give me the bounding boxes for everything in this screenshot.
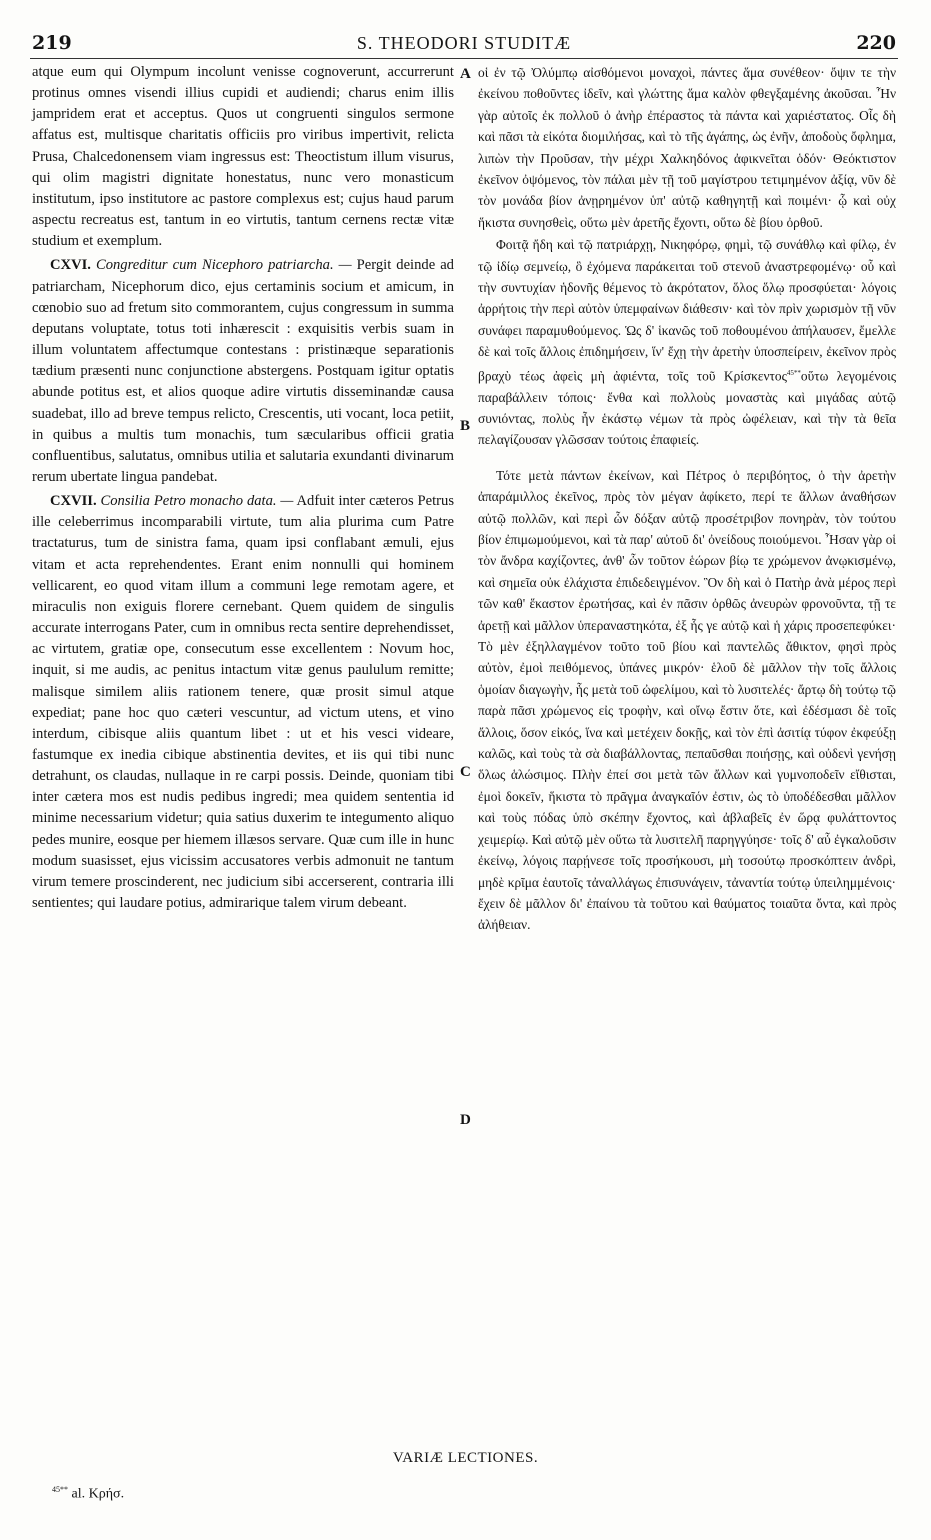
section-title: Congreditur cum Nicephoro patriarcha. — [95, 257, 352, 274]
latin-section-117 [32, 491, 454, 914]
section-number: CXVII. [50, 493, 97, 510]
section-text: Adfuit inter cæteros Petrus ille celeberrimus incomparabili virtute, tum alia plurima cum Patre tractaturus, tum de sinistra fama, quam ipsi conflabant æmuli, ejus vitam et acta reprehendentes. Erant enim nonnulli qui hominem vellicarent, eo quod vitam illum a communi lege remotam agere, et miraculis non exiguis florere cernebant. Quem quidem de singulis accurate interrogans Pater, cum in omnibus recta sentire deprehendisset, ac virtutem, gratiæ ope, consecutum esse excellentem : Novum hoc, inquit, si me audis, ac penitus intactum vitæ genus paululum remitte; malisque similem aliis rationem tenere, quæ prosit simul atque expediat; pane hoc quo cæteri vescuntur, ad victum utens, et vino interdum, cibisque aliis quantum libet : ut et his vesci videare, fastumque ex inedia cibique abstinentia devites, et iis qui tibi nunc detrahunt, os claudas, nullaque in re carpi possis. Deinde, quoniam tibi inter cætera mos est nudis pedibus ingredi; mea quidem sententia id minime necessarium videtur; quia satius duxerim te integumento aliquo pedes munire, eosque per hiemem illæsos servare. Quæ cum ille in hunc modum suasisset, ejus vicissim accusatores verbis admonuit ne tantum virum temere proscinderent, nec judicium sibi accerserent, contraria illi sentientes; qui laudare potius, admirarique talem virum debeant. [32, 493, 455, 912]
variae-lectiones-heading: VARIÆ LECTIONES. [392, 1450, 539, 1466]
margin-marker-a: A [460, 66, 471, 82]
greek-text: Φοιτᾷ ἤδη καὶ τῷ πατριάρχῃ, Νικηφόρῳ, φημὶ, τῷ συνάθλῳ καὶ φίλῳ, ἐν τῷ ἰδίῳ σεμνείῳ, ὃ ἐχόμενα παράκειται τοῦ στενοῦ ἀναστρεφομένῳ· οὗ καὶ τὴν συντυχίαν ἡδονῆς θέμενος τὸ ἀκρότατον, ὅλος ὅλῳ προσφύεται· λόγοις ἀρρήτοις τὴν περὶ αὐτὸν ὑπεμφαίνων διάθεσιν· καὶ τὸν πρὶν χωρισμὸν τῇ νῦν συνάφει παραμυθούμενος. Ὡς δ' ἱκανῶς τοῦ ποθουμένου ἀπήλαυσεν, ἔμελλε δὲ καὶ τοῖς ἄλλοις ἐπιδημήσειν, ἵν' ἔχῃ τὴν ἀρετὴν ὑποσπείρειν, ἐκεῖνον πρὸς βραχὺ τέως ἀφεὶς μὴ ἀφιέντα, τοῖς τοῦ Κρίσκεντος [478, 237, 896, 384]
running-title: S. THEODORI STUDITÆ [356, 33, 572, 53]
margin-marker-d: D [460, 1112, 471, 1128]
latin-column [32, 62, 454, 914]
section-text: Pergit deinde ad patriarcham, Nicephorum dico, ejus certaminis socium et amicum, in cœnobio suo ad fretum sito commorantem, cujus congressum in summa deputans voluptate, totus toti inhærescit : exquisitis verbis suam in illum voluntatem affectumque contestans : pristinæque separationis tædium præsenti nunc conjunctione abstergens. Postquam igitur optatis abunde potitus est, et alios quoque adire virtutis disseminandæ causa suadebat, illo ad breve tempus relicto, Crescentis, uti vocant, loca petiit, in quibus a multis tum monachis, tum sæcularibus officii gratia confluentibus, salutatus, omnibus utilia et salutaria exundanti divinarum rerum ubertate lingua pandebat. [32, 257, 454, 485]
page-header [32, 32, 896, 58]
section-number: CXVI. [50, 257, 91, 274]
footnote-mark: 45** [52, 1485, 68, 1494]
margin-marker-c: C [460, 764, 471, 780]
section-title: Consilia Petro monacho data. — [100, 493, 294, 510]
greek-paragraph: Τότε μετὰ πάντων ἐκείνων, καὶ Πέτρος ὁ περιβόητος, ὁ τὴν ἀρετὴν ἀπαράμιλλος ἐκεῖνος, πρὸς τὸν μέγαν ἀφίκετο, περί τε ἄλλων ἀναθήσων αὐτῷ πολλῶν, καὶ περὶ ὧν δόξαν αὐτῷ προσέτριβον πονηρὰν, τὸν τούτου βίον ἐπιμωμούμενοι, καὶ τὰ παρ' αὐτοῦ δι' ὀνείδους ποιούμενοι. Ἦσαν γὰρ οἱ τὸν ἄνδρα καχίζοντες, ἀνθ' ὧν τοῦτον ἑώρων βίῳ τε χρώμενον ἀνῳκισμένῳ, καὶ σημεῖα οὐκ ἐλάχιστα ἐπιδεδειγμένον. Ὃν δὴ καὶ ὁ Πατὴρ ἀνὰ μέρος περὶ τῶν καθ' ἕκαστον ἐρωτήσας, καὶ ἐν πᾶσιν ὀρθῶς ἀνευρὼν φρονοῦντα, τῇ τε ἀρετῇ καὶ μᾶλλον ὑπεραναστηκότα, ἐξ ἧς γε αὐτῷ καὶ ἡ χάρις προσεπεφύκει· Τὸ μὲν ἐξηλλαγμένον τοῦτο τοῦ βίου καὶ παντελῶς ἄθικτον, φησὶ πρὸς αὐτὸν, ἐμοὶ πειθόμενος, ὑπάνες μικρόν· ἑλοῦ δὲ μᾶλλον τὴν τοῖς ἄλλοις ὁμοίαν διαγωγὴν, ἧς μετὰ τοῦ ὠφελίμου, καὶ τὸ λυσιτελές· ἄρτῳ δὴ τούτῳ τῷ παρὰ πᾶσι χρώμενος εἰς τροφὴν, καὶ οἴνῳ ἔστιν ὅτε, καὶ ἐδέσμασι δὲ τοῖς ἄλλοις, ὅσον εἰκός, ἵνα καὶ μετέχειν δοκῇς, καὶ τὸν ἐπὶ ἀσιτίᾳ τύφον ἐκφεύξῃ καλῶς, καὶ τοὺς τὰ σὰ διαβάλλοντας, πεπαῦσθαι ποιήσῃς, καὶ οὐδενὶ γενήσῃ ὅλως ἁλώσιμος. Πλὴν ἐπεί σοι μετὰ τῶν ἄλλων καὶ γυμνοποδεῖν εἴθισται, ἐμοὶ δοκεῖν, ἥκιστα τὸ πρᾶγμα ἀναγκαῖόν ἐστιν, ὡς τὸ ὑποδέδεσθαι μᾶλλον καὶ τοὺς πόδας ὑπὸ σκέπην ἔχοντος, καὶ ἀβλαβεῖς ἐν ὥρᾳ φυλάττοντος χειμερίῳ. Καὶ αὐτῷ μὲν οὕτω τὰ λυσιτελῆ παρηγγύησε· τοῖς δ' αὖ ἐγκαλοῦσιν ἐκείνῳ, λόγοις παρῄνεσε τοῖς προσήκουσι, μὴ τοσούτῳ προσκόπτειν ἀνδρὶ, μηδὲ κρῖμα ἑαυτοῖς τἀναλλάγως ἐπισυνάγειν, τἀναντία τούτῳ ὑπειλημμένοις· ἔχειν δὲ μᾶλλον δι' ἐπαίνου τὰ τοῦτου καὶ θαύματος τοιαῦτα ὄντα, καὶ πρὸς ἀλήθειαν. [478, 467, 896, 933]
footnote [52, 1485, 124, 1503]
latin-section-116 [32, 255, 454, 488]
greek-text: οὕτω λεγομένοις παραβάλλειν τόποις· ἔνθα καὶ πολλοὺς μοναστὰς καὶ μιγάδας αὐτῷ συνιόντας, πολὺς ἦν ἑκάστῳ νέμων τὰ πρὸς ὠφέλειαν, καὶ τὴν τὰ θεῖα πελαγίζουσαν γλῶσσαν τούτοις ἐπαφιείς. [478, 368, 896, 448]
page-number-right: 220 [856, 32, 896, 54]
header-rule [30, 58, 898, 59]
footnote-text: al. Κρήσ. [71, 1486, 125, 1502]
greek-paragraph: οἱ ἐν τῷ Ὀλύμπῳ αἰσθόμενοι μοναχοὶ, πάντες ἅμα συνέθεον· ὄψιν τε τὴν ἐκείνου ποθοῦντες ἰδεῖν, καὶ γλώττης ἅμα καλὸν φθεγξαμένης ἀκοῦσαι. Ἦν γὰρ αὐτοῖς ἐκ πολλοῦ ὁ ἀνὴρ ἐπέραστος τὰ πάντα καὶ χαριέστατος. Οἷς δὴ καὶ πᾶσι τὰ εἰκότα διομιλήσας, καὶ τὸ τῆς ἀγάπης, ὡς ἐνῆν, ἀποδοὺς ὄφλημα, λιπὼν τὴν Προῦσαν, τὴν μέχρι Χαλκηδόνος ἀφικνεῖται ὁδόν· Θεόκτιστον ἐκεῖνον ὀψόμενος, τὸν πάλαι μὲν τῇ τοῦ μαγίστρου τετιμημένον ἀξίᾳ, νῦν δὲ τὸν μονάδα βίον ἀνῃρημένον ὑπ' αὐτῷ καθηγητῇ καὶ ποιμένι· ᾧ καὶ οὐχ ἥκιστα συνησθεὶς, οὕτω μὲν ἀρετῆς ἔχοντι, οὕτω δὲ βίου ὀρθοῦ. [478, 65, 896, 230]
latin-paragraph: atque eum qui Olympum incolunt venisse cognoverunt, accurrerunt protinus omnes visendi illius cupidi et audiendi; charus enim illis jampridem erat et acceptus. Quos ut congruenti singulos sermone affatus est, multisque charitatis officiis pro viribus impertivit, relicta Prusa, Chalcedonensem viam ingressus est: Theoctistum illum visurus, qui olim magistri dignitate honestatus, nunc vero monasticum institutum, ipso institutore ac pastore complexus est; cujus haud parum aspectu recreatus est, tantum in eo virtutis, tantum cernens rectæ vitæ studium et exemplum. [32, 64, 454, 250]
greek-paragraph [478, 234, 896, 451]
page-number-left: 219 [32, 32, 72, 54]
footnote-reference: 45** [786, 368, 801, 377]
greek-column [478, 62, 896, 936]
margin-marker-b: B [460, 418, 471, 434]
